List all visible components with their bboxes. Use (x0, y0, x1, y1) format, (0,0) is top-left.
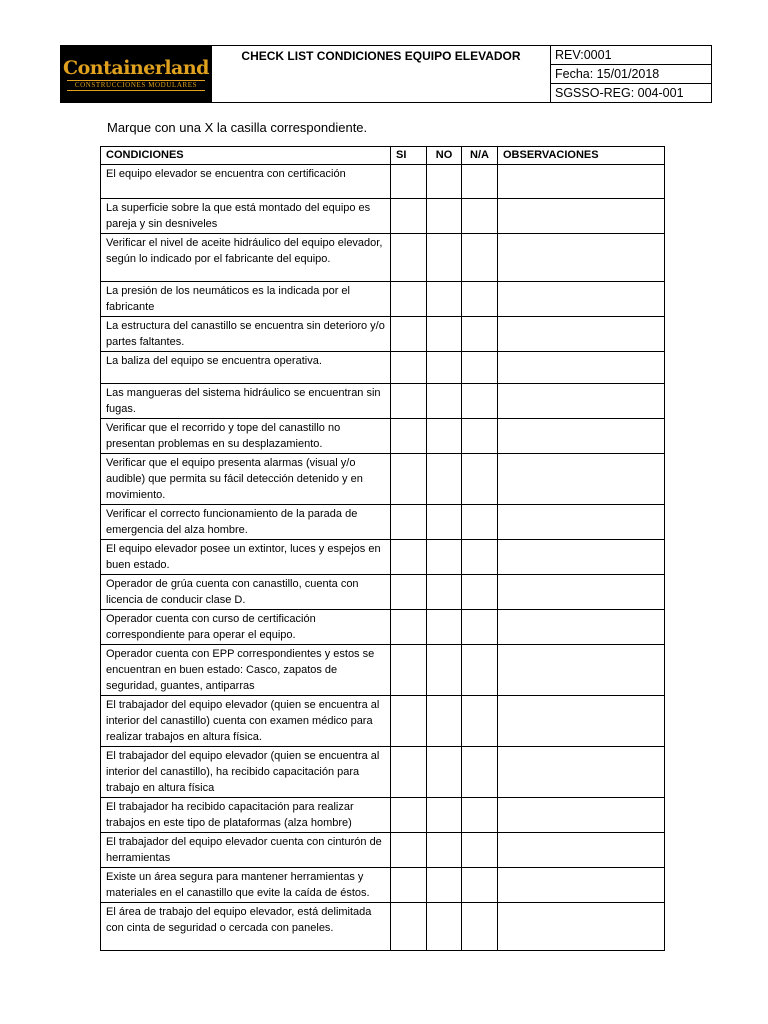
document-title: CHECK LIST CONDICIONES EQUIPO ELEVADOR (212, 46, 551, 103)
si-checkbox-cell[interactable] (391, 868, 427, 903)
condition-text: El trabajador del equipo elevador (quien se encuentra al interior del canastillo) cuenta con examen médico para realizar trabajos en altura física. (101, 696, 391, 747)
si-checkbox-cell[interactable] (391, 696, 427, 747)
observaciones-cell[interactable] (498, 317, 665, 352)
table-row (101, 747, 665, 798)
no-checkbox-cell[interactable] (427, 540, 462, 575)
table-row (101, 199, 665, 234)
observaciones-cell[interactable] (498, 454, 665, 505)
no-checkbox-cell[interactable] (427, 645, 462, 696)
table-row (101, 384, 665, 419)
no-checkbox-cell[interactable] (427, 419, 462, 454)
table-row (101, 352, 665, 384)
si-checkbox-cell[interactable] (391, 645, 427, 696)
condition-text: La presión de los neumáticos es la indicada por el fabricante (101, 282, 391, 317)
no-checkbox-cell[interactable] (427, 454, 462, 505)
table-row (101, 540, 665, 575)
table-row (101, 868, 665, 903)
column-header-condiciones: CONDICIONES (101, 147, 391, 165)
table-row (101, 234, 665, 282)
condition-text: Verificar que el equipo presenta alarmas (visual y/o audible) que permita su fácil detección detenido y en movimiento. (101, 454, 391, 505)
si-checkbox-cell[interactable] (391, 903, 427, 951)
observaciones-cell[interactable] (498, 165, 665, 199)
observaciones-cell[interactable] (498, 696, 665, 747)
condition-text: El trabajador ha recibido capacitación para realizar trabajos en este tipo de plataformas (alza hombre) (101, 798, 391, 833)
condition-text: Las mangueras del sistema hidráulico se encuentran sin fugas. (101, 384, 391, 419)
observaciones-cell[interactable] (498, 833, 665, 868)
observaciones-cell[interactable] (498, 798, 665, 833)
condition-text: Verificar el nivel de aceite hidráulico del equipo elevador, según lo indicado por el fabricante del equipo. (101, 234, 391, 282)
table-row (101, 903, 665, 951)
table-row (101, 610, 665, 645)
document-date: Fecha: 15/01/2018 (551, 65, 712, 84)
table-row (101, 165, 665, 199)
observaciones-cell[interactable] (498, 903, 665, 951)
na-checkbox-cell[interactable] (462, 747, 498, 798)
si-checkbox-cell[interactable] (391, 165, 427, 199)
condition-text: Operador de grúa cuenta con canastillo, cuenta con licencia de conducir clase D. (101, 575, 391, 610)
no-checkbox-cell[interactable] (427, 903, 462, 951)
no-checkbox-cell[interactable] (427, 199, 462, 234)
logo-name: Containerland (63, 56, 209, 79)
condition-text: La baliza del equipo se encuentra operativa. (101, 352, 391, 384)
no-checkbox-cell[interactable] (427, 165, 462, 199)
condition-text: Operador cuenta con curso de certificación correspondiente para operar el equipo. (101, 610, 391, 645)
si-checkbox-cell[interactable] (391, 540, 427, 575)
table-row (101, 645, 665, 696)
si-checkbox-cell[interactable] (391, 505, 427, 540)
condition-text: El trabajador del equipo elevador cuenta con cinturón de herramientas (101, 833, 391, 868)
revision-number: REV:0001 (551, 46, 712, 65)
observaciones-cell[interactable] (498, 747, 665, 798)
na-checkbox-cell[interactable] (462, 454, 498, 505)
si-checkbox-cell[interactable] (391, 419, 427, 454)
na-checkbox-cell[interactable] (462, 798, 498, 833)
no-checkbox-cell[interactable] (427, 234, 462, 282)
na-checkbox-cell[interactable] (462, 610, 498, 645)
condition-text: La superficie sobre la que está montado del equipo es pareja y sin desniveles (101, 199, 391, 234)
si-checkbox-cell[interactable] (391, 454, 427, 505)
observaciones-cell[interactable] (498, 234, 665, 282)
na-checkbox-cell[interactable] (462, 575, 498, 610)
observaciones-cell[interactable] (498, 282, 665, 317)
no-checkbox-cell[interactable] (427, 505, 462, 540)
na-checkbox-cell[interactable] (462, 317, 498, 352)
registry-code: SGSSO-REG: 004-001 (551, 84, 712, 103)
condition-text: El equipo elevador posee un extintor, luces y espejos en buen estado. (101, 540, 391, 575)
observaciones-cell[interactable] (498, 505, 665, 540)
observaciones-cell[interactable] (498, 199, 665, 234)
si-checkbox-cell[interactable] (391, 199, 427, 234)
document-header (60, 45, 712, 103)
na-checkbox-cell[interactable] (462, 165, 498, 199)
na-checkbox-cell[interactable] (462, 419, 498, 454)
si-checkbox-cell[interactable] (391, 833, 427, 868)
observaciones-cell[interactable] (498, 419, 665, 454)
na-checkbox-cell[interactable] (462, 868, 498, 903)
no-checkbox-cell[interactable] (427, 747, 462, 798)
na-checkbox-cell[interactable] (462, 234, 498, 282)
column-header-no: NO (427, 147, 462, 165)
condition-text: Verificar el correcto funcionamiento de la parada de emergencia del alza hombre. (101, 505, 391, 540)
table-row (101, 419, 665, 454)
company-logo (61, 46, 212, 103)
column-header-observaciones: OBSERVACIONES (498, 147, 665, 165)
observaciones-cell[interactable] (498, 540, 665, 575)
table-row (101, 505, 665, 540)
table-row (101, 454, 665, 505)
observaciones-cell[interactable] (498, 575, 665, 610)
na-checkbox-cell[interactable] (462, 903, 498, 951)
no-checkbox-cell[interactable] (427, 575, 462, 610)
instruction-text: Marque con una X la casilla correspondiente. (107, 120, 368, 135)
condition-text: El área de trabajo del equipo elevador, está delimitada con cinta de seguridad o cercada con paneles. (101, 903, 391, 951)
observaciones-cell[interactable] (498, 384, 665, 419)
si-checkbox-cell[interactable] (391, 798, 427, 833)
no-checkbox-cell[interactable] (427, 798, 462, 833)
column-header-si: SI (391, 147, 427, 165)
no-checkbox-cell[interactable] (427, 868, 462, 903)
no-checkbox-cell[interactable] (427, 696, 462, 747)
no-checkbox-cell[interactable] (427, 384, 462, 419)
no-checkbox-cell[interactable] (427, 352, 462, 384)
si-checkbox-cell[interactable] (391, 610, 427, 645)
si-checkbox-cell[interactable] (391, 384, 427, 419)
na-checkbox-cell[interactable] (462, 505, 498, 540)
no-checkbox-cell[interactable] (427, 282, 462, 317)
condition-text: Operador cuenta con EPP correspondientes y estos se encuentran en buen estado: Casco, zapatos de seguridad, guantes, antiparras (101, 645, 391, 696)
table-header-row (101, 147, 665, 165)
condition-text: Verificar que el recorrido y tope del canastillo no presentan problemas en su desplazamiento. (101, 419, 391, 454)
si-checkbox-cell[interactable] (391, 317, 427, 352)
na-checkbox-cell[interactable] (462, 352, 498, 384)
observaciones-cell[interactable] (498, 868, 665, 903)
observaciones-cell[interactable] (498, 645, 665, 696)
na-checkbox-cell[interactable] (462, 696, 498, 747)
condition-text: La estructura del canastillo se encuentra sin deterioro y/o partes faltantes. (101, 317, 391, 352)
si-checkbox-cell[interactable] (391, 575, 427, 610)
checklist-table (100, 146, 665, 951)
si-checkbox-cell[interactable] (391, 234, 427, 282)
table-row (101, 317, 665, 352)
no-checkbox-cell[interactable] (427, 833, 462, 868)
na-checkbox-cell[interactable] (462, 645, 498, 696)
table-row (101, 833, 665, 868)
no-checkbox-cell[interactable] (427, 610, 462, 645)
table-row (101, 696, 665, 747)
si-checkbox-cell[interactable] (391, 282, 427, 317)
table-row (101, 575, 665, 610)
table-row (101, 282, 665, 317)
na-checkbox-cell[interactable] (462, 199, 498, 234)
condition-text: El trabajador del equipo elevador (quien se encuentra al interior del canastillo), ha recibido capacitación para trabajo en altura física (101, 747, 391, 798)
observaciones-cell[interactable] (498, 352, 665, 384)
si-checkbox-cell[interactable] (391, 352, 427, 384)
na-checkbox-cell[interactable] (462, 833, 498, 868)
observaciones-cell[interactable] (498, 610, 665, 645)
condition-text: El equipo elevador se encuentra con certificación (101, 165, 391, 199)
si-checkbox-cell[interactable] (391, 747, 427, 798)
na-checkbox-cell[interactable] (462, 384, 498, 419)
logo-subtitle: CONSTRUCCIONES MODULARES (67, 80, 205, 91)
condition-text: Existe un área segura para mantener herramientas y materiales en el canastillo que evite la caída de éstos. (101, 868, 391, 903)
column-header-na: N/A (462, 147, 498, 165)
na-checkbox-cell[interactable] (462, 282, 498, 317)
no-checkbox-cell[interactable] (427, 317, 462, 352)
table-row (101, 798, 665, 833)
na-checkbox-cell[interactable] (462, 540, 498, 575)
